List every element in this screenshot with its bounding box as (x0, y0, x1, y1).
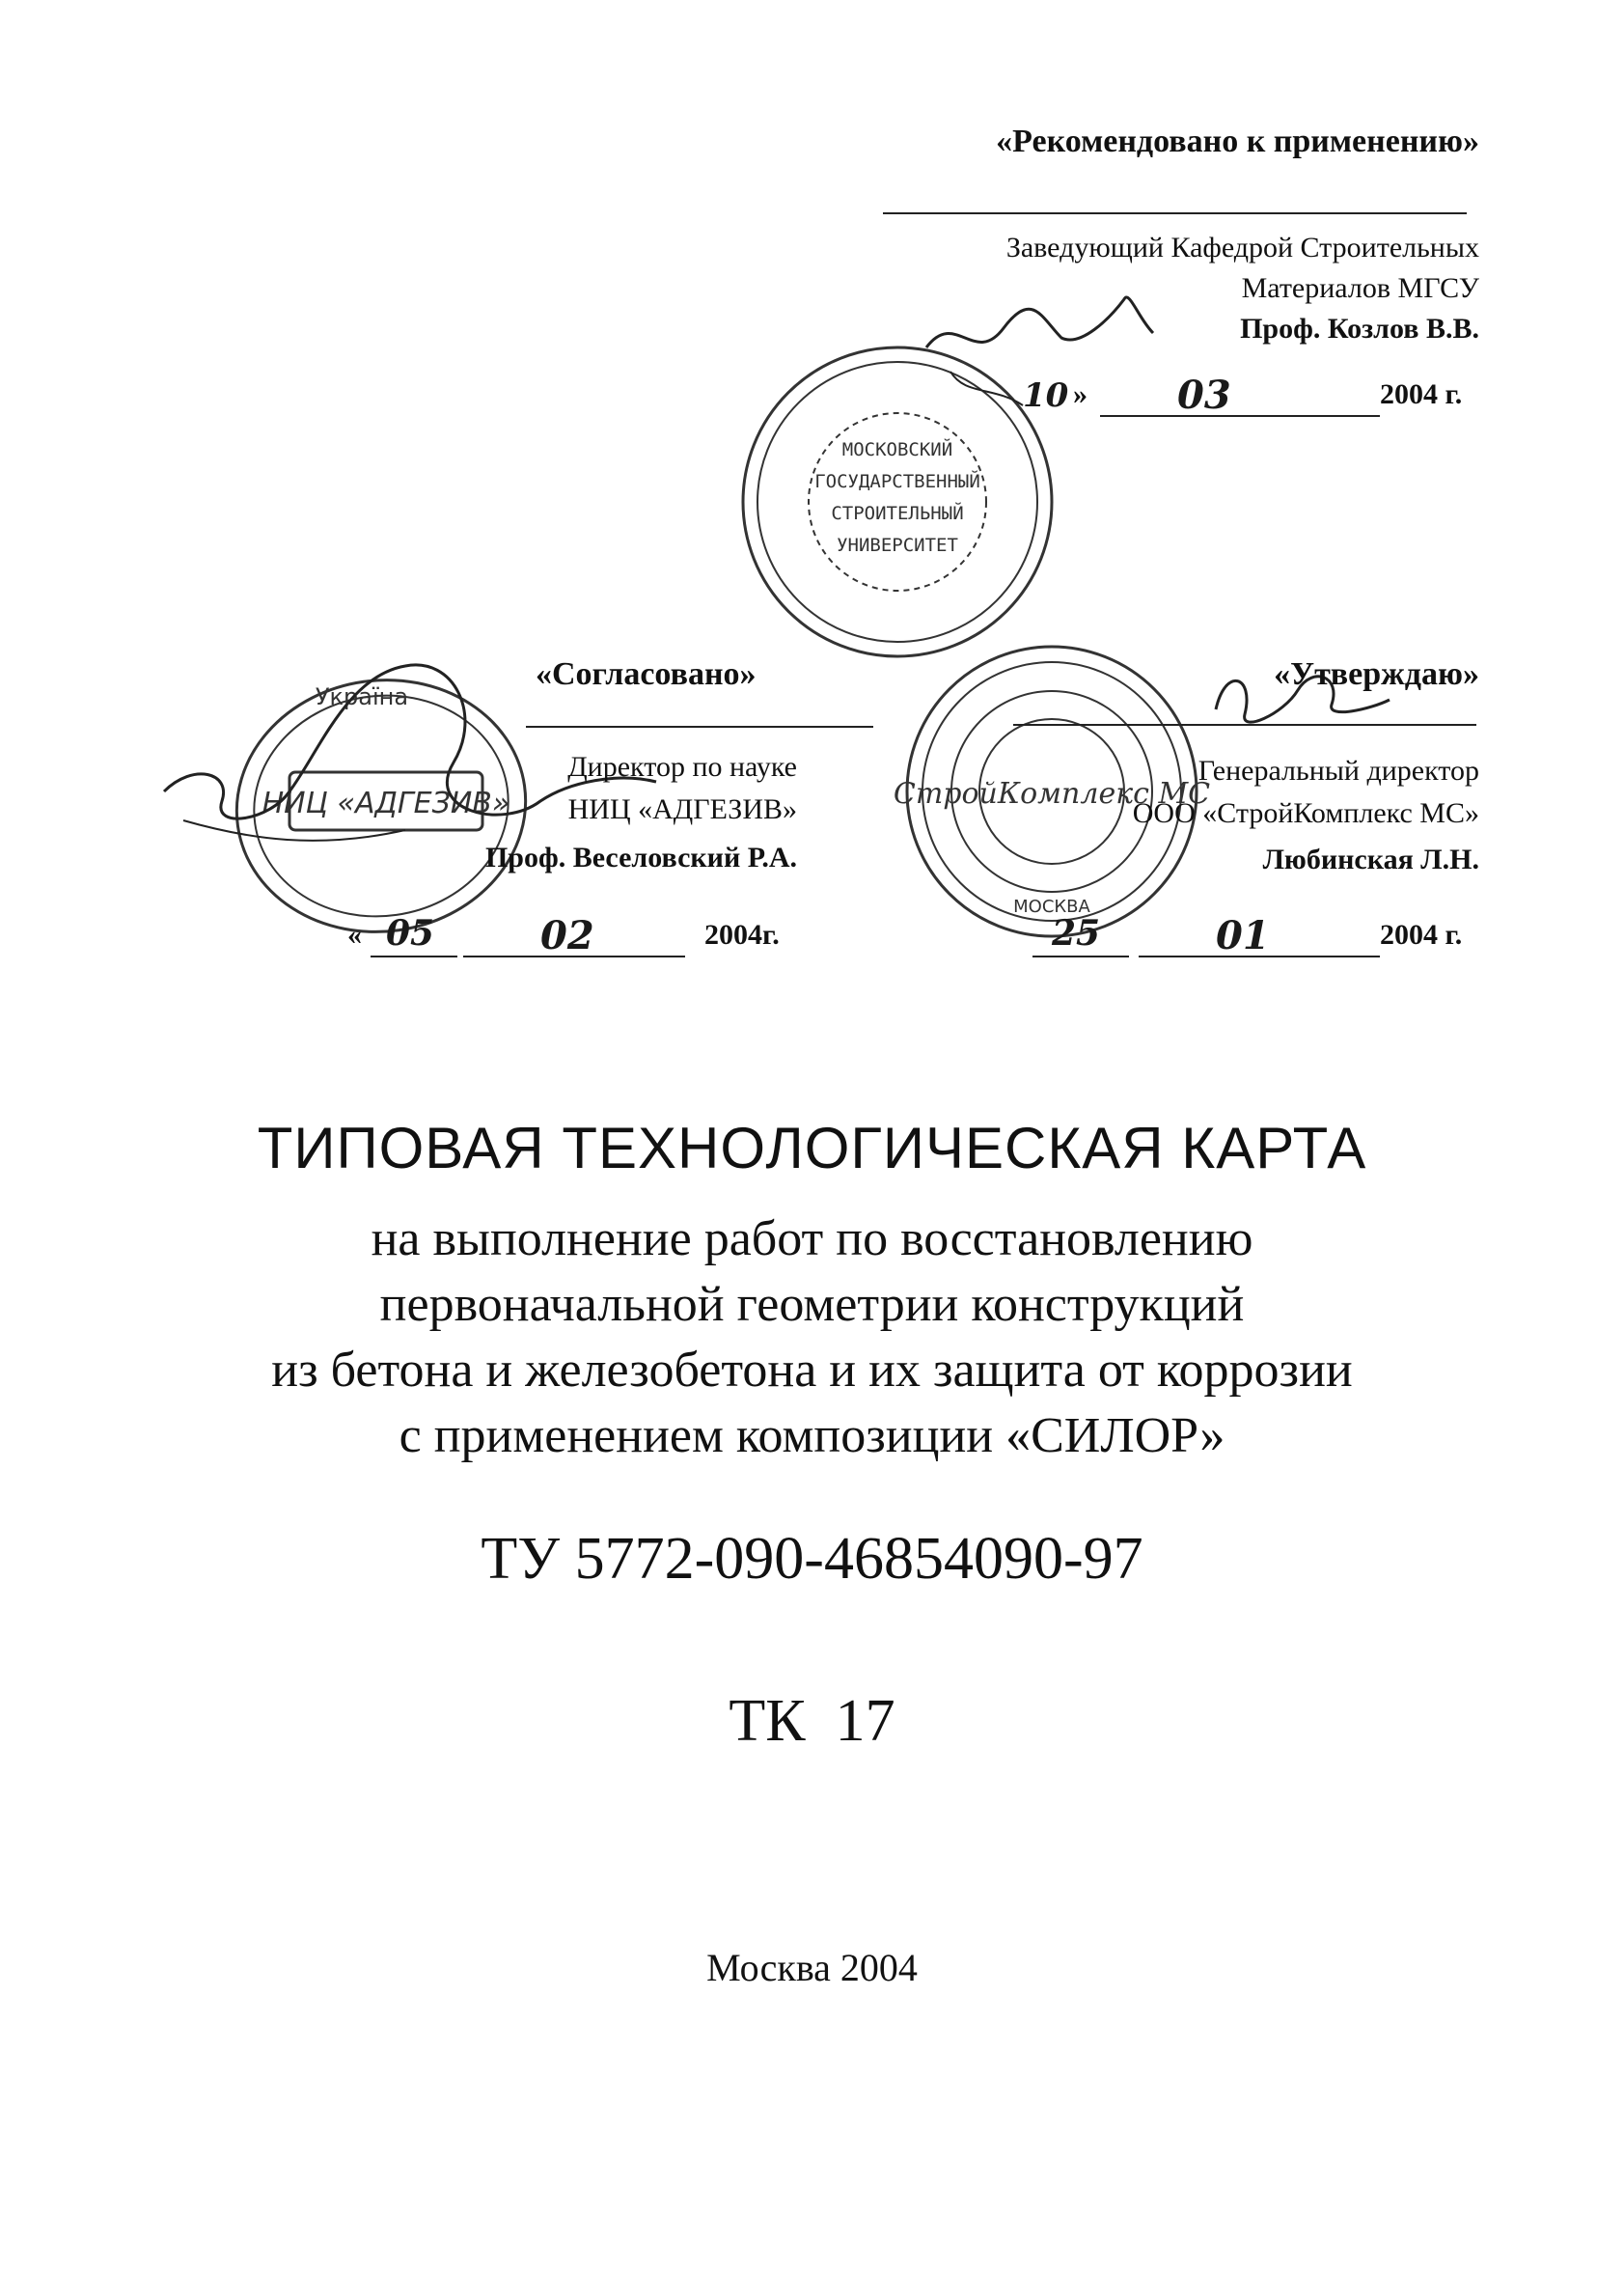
agreed-signature-line (526, 726, 873, 728)
date-month: 03 (1177, 373, 1231, 418)
document-subtitle-line: на выполнение работ по восстановлению (371, 1211, 1253, 1266)
mgsu-seal-line: УНИВЕРСИТЕТ (837, 535, 958, 556)
mgsu-seal-line: МОСКОВСКИЙ (841, 439, 953, 460)
date-month: 02 (540, 913, 594, 958)
agreed-date: « 05 02 2004г. (347, 913, 780, 958)
adgeziv-stamp-country: Україна (315, 683, 409, 710)
document-subtitle-line: из бетона и железобетона и их защита от коррозии (271, 1343, 1353, 1398)
approved-title: «Утверждаю» (1274, 656, 1479, 692)
date-day: 10 (1023, 376, 1069, 415)
agreed-role: Директор по науке (567, 751, 797, 783)
date-month: 01 (1216, 913, 1270, 958)
approved-signature-line (1013, 724, 1476, 726)
approved-name: Любинская Л.Н. (1262, 844, 1479, 875)
date-day: 25 (1052, 913, 1101, 954)
date-month-blank (1100, 415, 1380, 417)
mgsu-seal-line: СТРОИТЕЛЬНЫЙ (831, 503, 964, 524)
agreed-title: «Согласовано» (536, 656, 757, 692)
agreed-name: Проф. Веселовский Р.А. (484, 842, 797, 874)
document-subtitle-line: с применением композиции «СИЛОР» (399, 1408, 1225, 1463)
document-title: ТИПОВАЯ ТЕХНОЛОГИЧЕСКАЯ КАРТА (257, 1116, 1367, 1180)
mgsu-seal-line: ГОСУДАРСТВЕННЫЙ (814, 471, 980, 492)
recommended-organization: Материалов МГСУ (1241, 272, 1479, 304)
approved-date (1023, 913, 1476, 967)
date-year: 2004 г. (1380, 378, 1463, 410)
adgeziv-stamp-text: НИЦ «АДГЕЗИВ» (261, 787, 510, 820)
mgsu-seal-text (814, 438, 980, 556)
place-and-year: Москва 2004 (706, 1946, 918, 1989)
recommended-name: Проф. Козлов В.В. (1240, 313, 1479, 345)
document-subtitle-line: первоначальной геометрии конструкций (379, 1277, 1245, 1332)
approved-organization: ООО «СтройКомплекс МС» (1132, 797, 1479, 829)
mgsu-seal (743, 347, 1052, 656)
stroykompleks-seal-city: МОСКВА (1013, 897, 1090, 917)
agreed-organization: НИЦ «АДГЕЗИВ» (567, 793, 797, 825)
date-day: 05 (386, 913, 435, 954)
recommended-signature-line (883, 212, 1467, 214)
date-day-blank (371, 956, 457, 957)
recommended-date: 10 » 03 2004 г. (1023, 373, 1463, 418)
date-year: 2004г. (704, 919, 780, 951)
recommended-role: Заведующий Кафедрой Строительных (1005, 232, 1479, 263)
kozlov-signature (926, 297, 1153, 347)
date-year: 2004 г. (1380, 919, 1463, 951)
date-day-blank (1032, 956, 1129, 957)
approved-role: Генеральный директор (1197, 755, 1479, 787)
recommended-title: «Рекомендовано к применению» (996, 124, 1479, 159)
technical-spec-number: ТУ 5772-090-46854090-97 (481, 1526, 1143, 1592)
stroykompleks-seal-text: СтройКомплекс МС (893, 777, 1211, 811)
document-code: ТК 17 (729, 1688, 895, 1754)
